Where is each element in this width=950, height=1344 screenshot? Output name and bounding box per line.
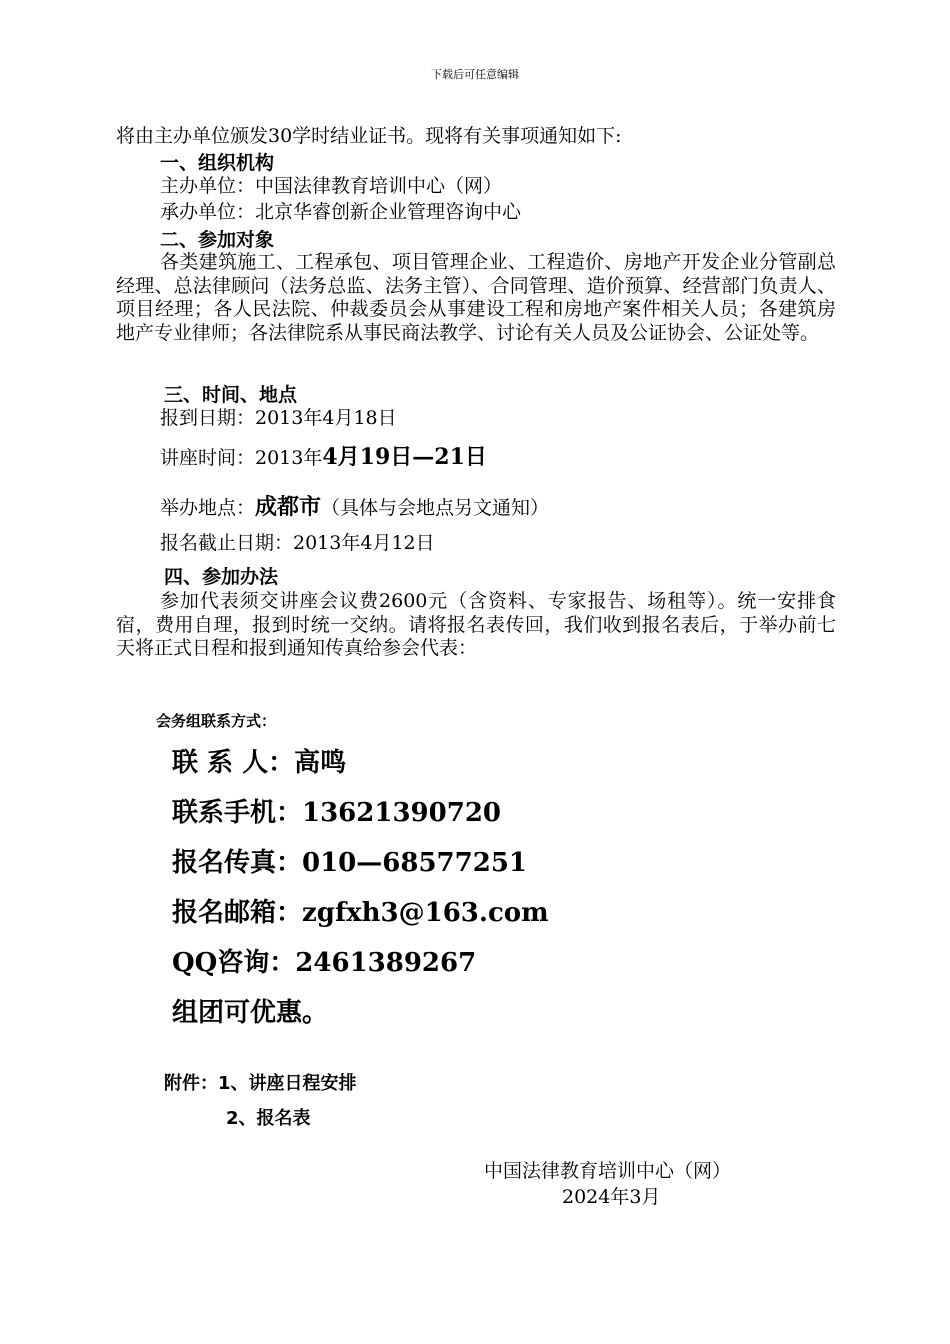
venue-line <box>160 493 549 522</box>
participants-paragraph: 各类建筑施工、工程承包、项目管理企业、工程造价、房地产开发企业分管副总经理、总法律顾问（法务总监、法务主管）、合同管理、造价预算、经营部门负责人、项目经理；各人民法院、仲裁委员会从事建设工程和房地产案件相关人员；各建筑房地产专业律师；各法律院系从事民商法教学、讨论有关人员及公证协会、公证处等。 <box>116 251 836 344</box>
venue-note: （具体与会地点另文通知） <box>321 497 550 519</box>
contact-email: 报名邮箱：zgfxh3@163.com <box>172 898 549 928</box>
attachment-2: 2、报名表 <box>226 1108 311 1129</box>
lecture-time-line <box>160 443 487 472</box>
contact-person: 联 系 人：高鸣 <box>172 748 347 778</box>
contact-qq: QQ咨询：2461389267 <box>172 948 477 978</box>
section3-heading: 三、时间、地点 <box>164 384 298 406</box>
participation-paragraph: 参加代表须交讲座会议费2600元（含资料、专家报告、场租等）。统一安排食宿，费用自理，报到时统一交纳。请将报名表传回，我们收到报名表后，于举办前七天将正式日程和报到通知传真给参会代表： <box>116 590 836 659</box>
contact-title: 会务组联系方式： <box>156 712 277 730</box>
section1-heading: 一、组织机构 <box>160 152 275 174</box>
venue-label: 举办地点： <box>160 497 256 519</box>
report-date: 报到日期：2013年4月18日 <box>160 407 397 429</box>
contact-mobile: 联系手机：13621390720 <box>172 798 501 828</box>
group-discount: 组团可优惠。 <box>172 998 329 1028</box>
lecture-dates: 4月19日—21日 <box>322 444 487 470</box>
host-unit: 主办单位：中国法律教育培训中心（网） <box>160 175 503 197</box>
organizer-unit: 承办单位：北京华睿创新企业管理咨询中心 <box>160 201 522 223</box>
signature-org: 中国法律教育培训中心（网） <box>484 1160 732 1182</box>
signature-date: 2024年3月 <box>562 1186 661 1208</box>
attachment-1: 附件：1、讲座日程安排 <box>164 1073 357 1094</box>
page-header-note: 下载后可任意编辑 <box>431 68 519 81</box>
section2-heading: 二、参加对象 <box>160 229 275 251</box>
contact-fax: 报名传真：010—68577251 <box>172 848 527 878</box>
intro-line: 将由主办单位颁发30学时结业证书。现将有关事项通知如下: <box>116 125 622 147</box>
venue-city: 成都市 <box>255 494 322 520</box>
section4-heading: 四、参加办法 <box>164 566 279 588</box>
lecture-time-label: 讲座时间：2013年 <box>160 447 323 469</box>
registration-deadline: 报名截止日期：2013年4月12日 <box>160 532 435 554</box>
